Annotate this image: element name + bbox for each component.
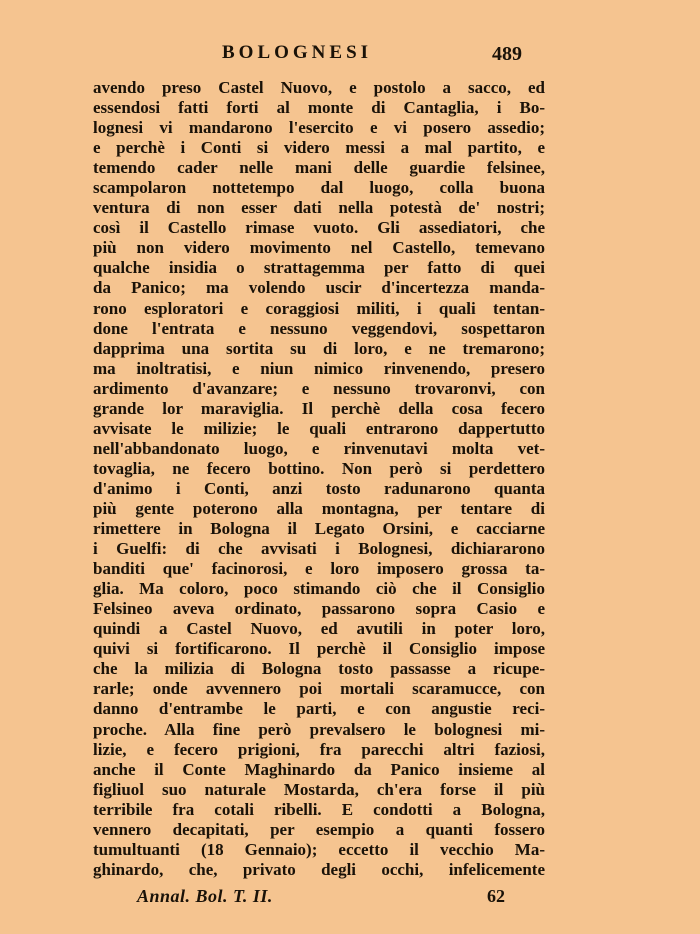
body-text (93, 78, 545, 880)
text-line: lizie, e fecero prigioni, fra parecchi altri faziosi, (93, 739, 545, 759)
text-line: terribile fra cotali ribelli. E condotti a Bologna, (93, 799, 545, 819)
text-line: rarle; onde avvennero poi mortali scaramucce, con (93, 679, 545, 699)
text-line: rono esploratori e coraggiosi militi, i quali tentan- (93, 298, 545, 318)
text-line: vennero decapitati, per esempio a quanti fossero (93, 819, 545, 839)
text-line: Felsineo aveva ordinato, passarono sopra Casio e (93, 599, 545, 619)
text-line: da Panico; ma volendo uscir d'incertezza manda- (93, 278, 545, 298)
text-line: avendo preso Castel Nuovo, e postolo a sacco, ed (93, 78, 545, 97)
text-line: ardimento d'avanzare; e nessuno trovaronvi, con (93, 378, 545, 398)
text-line: proche. Alla fine però prevalsero le bolognesi mi- (93, 719, 545, 739)
text-line: ventura di non esser dati nella potestà de' nostri; (93, 198, 545, 218)
text-line: done l'entrata e nessuno veggendovi, sospettaron (93, 318, 545, 338)
text-line: rimettere in Bologna il Legato Orsini, e cacciarne (93, 519, 545, 539)
text-line: lognesi vi mandarono l'esercito e vi posero assedio; (93, 118, 545, 138)
text-line: grande lor maraviglia. Il perchè della cosa fecero (93, 398, 545, 418)
text-line: ghinardo, che, privato degli occhi, infelicemente (93, 859, 545, 879)
text-line: quindi a Castel Nuovo, ed avutili in poter loro, (93, 619, 545, 639)
text-line: ma inoltratisi, e niun nimico rinvenendo, presero (93, 358, 545, 378)
text-line: e perchè i Conti si videro messi a mal partito, e (93, 138, 545, 158)
text-line: dapprima una sortita su di loro, e ne tremarono; (93, 338, 545, 358)
running-head: BOLOGNESI (222, 42, 373, 63)
text-line: d'animo i Conti, anzi tosto radunarono quanta (93, 478, 545, 498)
text-line: essendosi fatti forti al monte di Cantaglia, i Bo- (93, 98, 545, 118)
text-line: quivi si fortificarono. Il perchè il Consiglio impose (93, 639, 545, 659)
text-line: scampolaron nottetempo dal luogo, colla buona (93, 178, 545, 198)
sheet-number: 62 (487, 886, 505, 906)
text-line: anche il Conte Maghinardo da Panico insieme al (93, 759, 545, 779)
text-line: tumultuanti (18 Gennaio); eccetto il vecchio Ma- (93, 839, 545, 859)
text-line: più gente poterono alla montagna, per tentare di (93, 498, 545, 518)
text-line: temendo cader nelle mani delle guardie felsinee, (93, 158, 545, 178)
text-line: nell'abbandonato luogo, e rinvenutavi molta vet- (93, 438, 545, 458)
text-line: figliuol suo naturale Mostarda, ch'era forse il più (93, 779, 545, 799)
text-line: i Guelfi: di che avvisati i Bolognesi, dichiararono (93, 539, 545, 559)
page-number: 489 (492, 43, 522, 65)
signature-mark: Annal. Bol. T. II. (137, 886, 273, 906)
text-line: avvisate le milizie; le quali entrarono dappertutto (93, 418, 545, 438)
text-line: danno d'entrambe le parti, e con angustie reci- (93, 699, 545, 719)
text-line: che la milizia di Bologna tosto passasse a ricupe- (93, 659, 545, 679)
text-line: così il Castello rimase vuoto. Gli assediatori, che (93, 218, 545, 238)
text-line: qualche insidia o strattagemma per fatto di quei (93, 258, 545, 278)
text-line: banditi que' facinorosi, e loro imposero grossa ta- (93, 559, 545, 579)
text-line: più non videro movimento nel Castello, temevano (93, 238, 545, 258)
text-line: glia. Ma coloro, poco stimando ciò che il Consiglio (93, 579, 545, 599)
text-line: tovaglia, ne fecero bottino. Non però si perdettero (93, 458, 545, 478)
